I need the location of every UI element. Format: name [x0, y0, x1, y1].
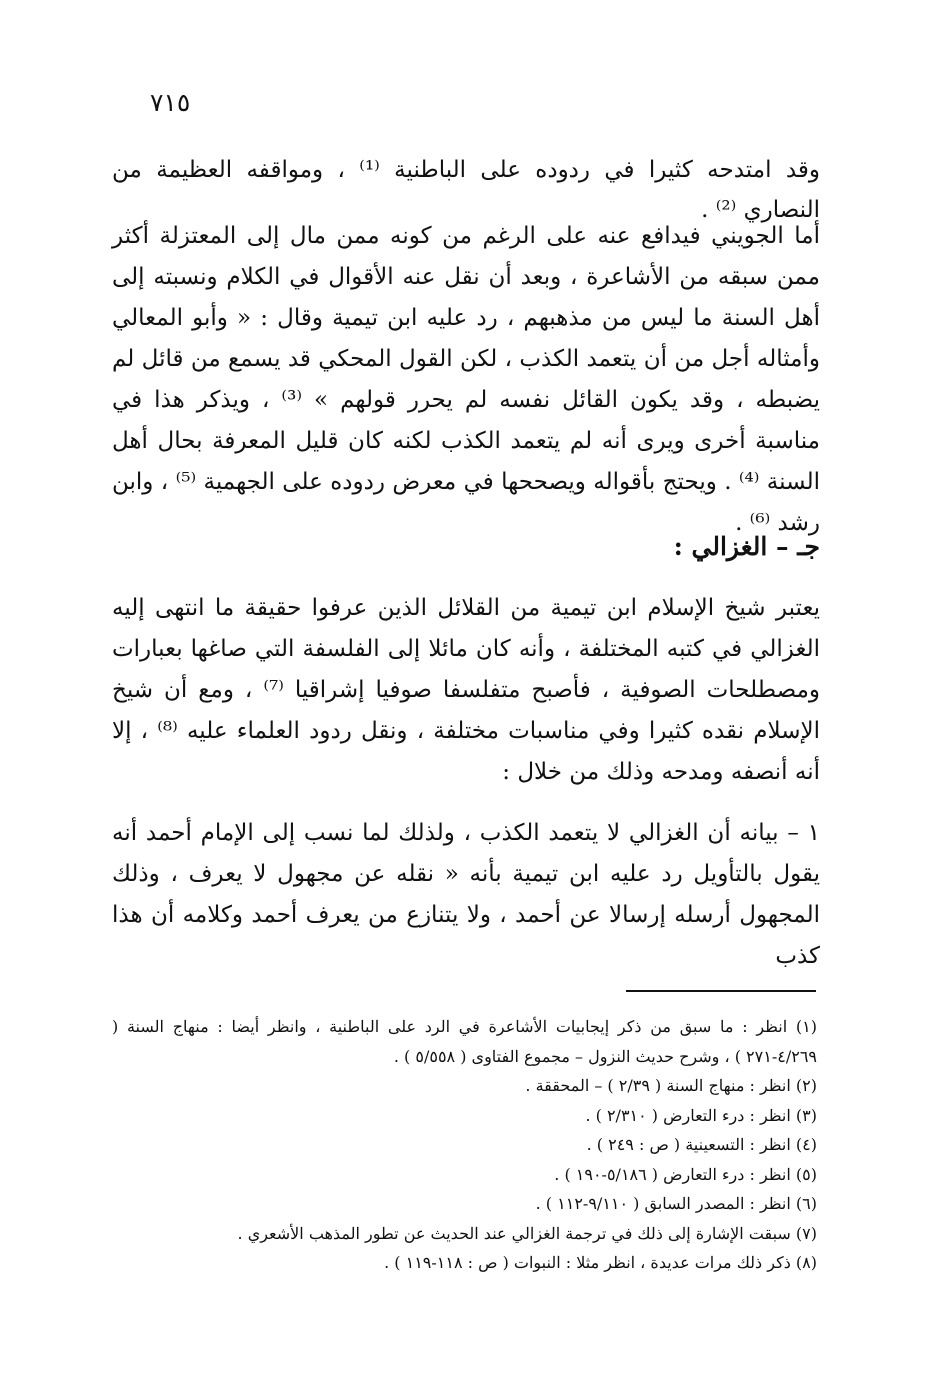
footnote-7: (٧) سبقت الإشارة إلى ذلك في ترجمة الغزالي عند الحديث عن تطور المذهب الأشعري . [237, 1223, 817, 1243]
footnote-4: (٤) انظر : التسعينية ( ص : ٢٤٩ ) . [586, 1135, 817, 1154]
footnote-2: (٢) انظر : منهاج السنة ( ٢/٣٩ ) – المحققة . [525, 1076, 817, 1095]
page-number: ٧١٥ [150, 88, 191, 117]
footnote-8: (٨) ذكر ذلك مرات عديدة ، انظر مثلا : النبوات ( ص : ١١٨-١١٩ ) . [384, 1253, 817, 1272]
footnote-3: (٣) انظر : درء التعارض ( ٢/٣١٠ ) . [585, 1105, 817, 1125]
paragraph-intro: وقد امتدحه كثيرا في ردوده على الباطنية ⁽¹⁾ ، ومواقفه العظيمة من النصاري ⁽²⁾ . [112, 157, 820, 223]
paragraph-ghazali: يعتبر شيخ الإسلام ابن تيمية من القلائل الذين عرفوا حقيقة ما انتهى إليه الغزالي في كتبه المختلفة ، وأنه كان مائلا إلى الفلسفة التي صاغها بعبارات ومصطلحات الصوفية ، فأصبح متفلسفا صوفيا إشراقيا ⁽⁷⁾ ، ومع أن شيخ الإسلام نقده كثيرا وفي مناسبات مختلفة ، ونقل ردود العلماء عليه ⁽⁸⁾ ، إلا أنه أنصفه ومدحه وذلك من خلال : [112, 595, 820, 785]
paragraph-point-1: ١ – بيانه أن الغزالي لا يتعمد الكذب ، ولذلك لما نسب إلى الإمام أحمد أنه يقول بالتأويل رد عليه ابن تيمية بأنه « نقله عن مجهول لا يعرف ، وذلك المجهول أرسله إرسالا عن أحمد ، ولا يتنازع من يعرف أحمد وكلامه أن هذا كذب [112, 820, 820, 969]
footnote-1: (١) انظر : ما سبق من ذكر إيجابيات الأشاعرة في الرد على الباطنية ، وانظر أيضا : منهاج السنة ( ٤/٢٦٩-٢٧١ ) ، وشرح حديث النزول – مجموع الفتاوى ( ٥/٥٥٨ ) . [112, 1017, 817, 1066]
paragraph-juwayni: أما الجويني فيدافع عنه على الرغم من كونه ممن مال إلى المعتزلة أكثر ممن سبقه من الأشاعرة ، وبعد أن نقل عنه الأقوال في الكلام ونسبته إلى أهل السنة ما ليس من مذهبهم ، رد عليه ابن تيمية وقال : « وأبو المعالي وأمثاله أجل من أن يتعمد الكذب ، لكن القول المحكي قد يسمع من قائل لم يضبطه ، وقد يكون القائل نفسه لم يحرر قولهم » ⁽³⁾ ، ويذكر هذا في مناسبة أخرى ويرى أنه لم يتعمد الكذب لكنه كان قليل المعرفة بحال أهل السنة ⁽⁴⁾ . ويحتج بأقواله ويصححها في معرض ردوده على الجهمية ⁽⁵⁾ ، وابن رشد ⁽⁶⁾ . [112, 223, 820, 536]
footnote-5: (٥) انظر : درء التعارض ( ٥/١٨٦-١٩٠ ) . [554, 1164, 817, 1184]
section-heading: جـ – الغزالي : [673, 532, 820, 561]
footnote-6: (٦) انظر : المصدر السابق ( ٩/١١٠-١١٢ ) . [535, 1194, 817, 1213]
footnotes [112, 1012, 817, 1278]
footnote-separator [626, 990, 816, 992]
